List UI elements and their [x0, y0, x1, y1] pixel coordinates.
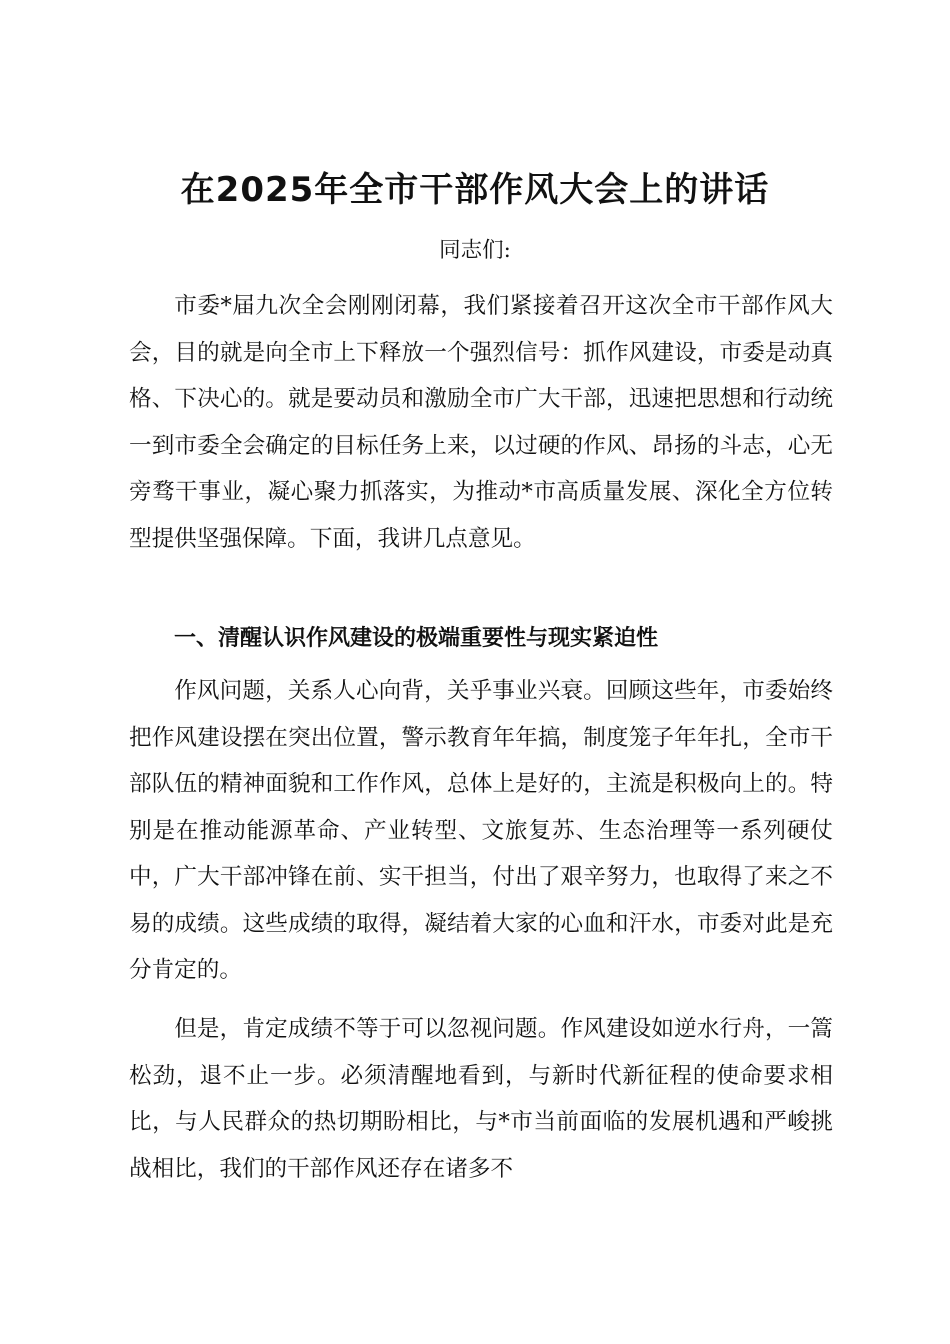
document-title: 在2025年全市干部作风大会上的讲话 — [180, 170, 770, 210]
intro-paragraph: 市委*届九次全会刚刚闭幕，我们紧接着召开这次全市干部作风大会，目的就是向全市上下释放一个强烈信号：抓作风建设，市委是动真格、下决心的。就是要动员和激励全市广大干部，迅速把思想和行动统一到市委全会确定的目标任务上来，以过硬的作风、昂扬的斗志，心无旁骛干事业，凝心聚力抓落实，为推动*市高质量发展、深化全方位转型提供坚强保障。下面，我讲几点意见。 — [129, 293, 833, 552]
salutation: 同志们: — [439, 238, 511, 263]
body-paragraph-2: 但是，肯定成绩不等于可以忽视问题。作风建设如逆水行舟，一篙松劲，退不止一步。必须清醒地看到，与新时代新征程的使命要求相比，与人民群众的热切期盼相比，与*市当前面临的发展机遇和严峻挑战相比，我们的干部作风还存在诸多不 — [129, 1016, 833, 1182]
section-heading-1: 一、清醒认识作风建设的极端重要性与现实紧迫性 — [174, 626, 659, 651]
body-paragraph-1: 作风问题，关系人心向背，关乎事业兴衰。回顾这些年，市委始终把作风建设摆在突出位置，警示教育年年搞，制度笼子年年扎，全市干部队伍的精神面貌和工作作风，总体上是好的，主流是积极向上的。特别是在推动能源革命、产业转型、文旅复苏、生态治理等一系列硬仗中，广大干部冲锋在前、实干担当，付出了艰辛努力，也取得了来之不易的成绩。这些成绩的取得，凝结着大家的心血和汗水，市委对此是充分肯定的。 — [129, 678, 833, 983]
